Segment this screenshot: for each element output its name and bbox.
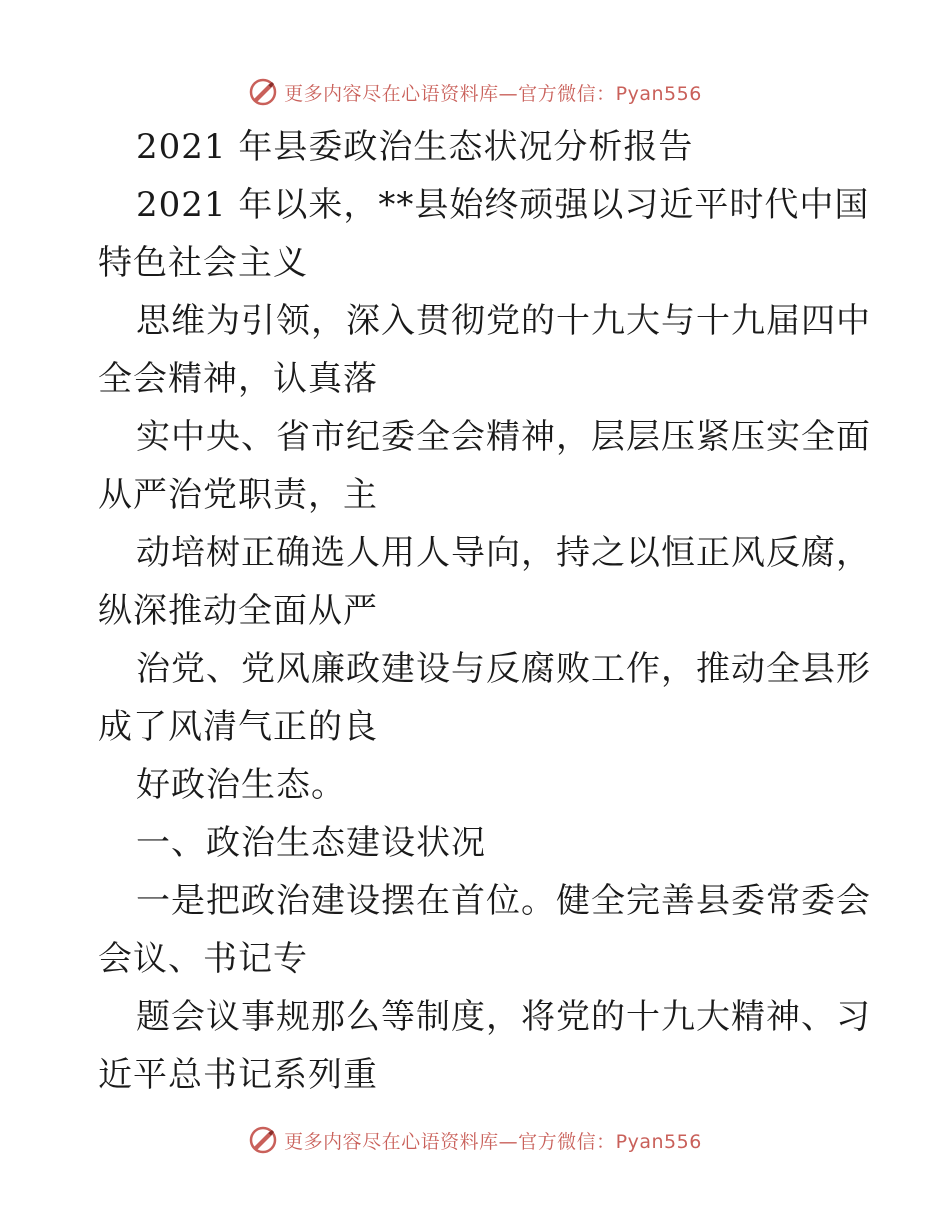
document-body bbox=[98, 118, 871, 1104]
text-line: 从严治党职责，主 bbox=[98, 475, 378, 515]
text-line: 治党、党风廉政建设与反腐败工作，推动全县形 bbox=[136, 649, 871, 689]
pen-logo-icon bbox=[248, 77, 278, 107]
text-line: 2021 年以来，**县始终顽强以习近平时代中国 bbox=[136, 185, 870, 225]
watermark-text: 更多内容尽在心语资料库—官方微信：Pyan556 bbox=[284, 1130, 702, 1153]
text-line: 一是把政治建设摆在首位。健全完善县委常委会 bbox=[136, 881, 871, 921]
text-line: 成了风清气正的良 bbox=[98, 707, 378, 747]
text-line: 题会议事规那么等制度，将党的十九大精神、习 bbox=[136, 997, 871, 1037]
text-line: 思维为引领，深入贯彻党的十九大与十九届四中 bbox=[136, 301, 871, 341]
text-line: 近平总书记系列重 bbox=[98, 1055, 378, 1095]
watermark-text: 更多内容尽在心语资料库—官方微信：Pyan556 bbox=[284, 82, 702, 105]
text-line: 特色社会主义 bbox=[98, 243, 308, 283]
text-line: 纵深推动全面从严 bbox=[98, 591, 378, 631]
pen-logo-icon bbox=[248, 1125, 278, 1155]
text-line: 一、政治生态建设状况 bbox=[136, 823, 486, 863]
text-line: 全会精神，认真落 bbox=[98, 359, 378, 399]
text-line: 会议、书记专 bbox=[98, 939, 308, 979]
text-line: 好政治生态。 bbox=[136, 765, 346, 805]
text-line: 2021 年县委政治生态状况分析报告 bbox=[136, 127, 694, 167]
header-watermark bbox=[0, 72, 950, 112]
text-line: 实中央、省市纪委全会精神，层层压紧压实全面 bbox=[136, 417, 871, 457]
footer-watermark bbox=[0, 1120, 950, 1160]
text-line: 动培树正确选人用人导向，持之以恒正风反腐， bbox=[136, 533, 871, 573]
